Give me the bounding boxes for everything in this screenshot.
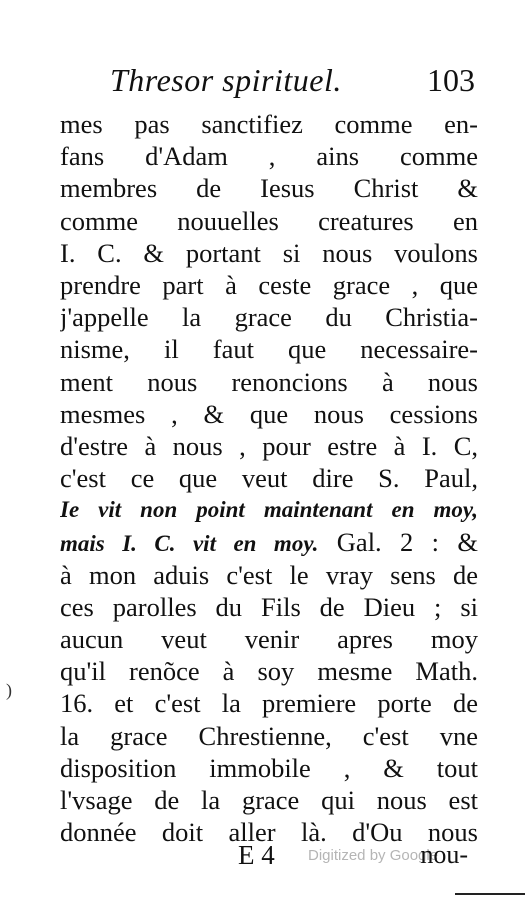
text-line: I. C. & portant si nous voulons bbox=[60, 237, 478, 268]
running-title: Thresor spirituel. bbox=[110, 62, 342, 98]
page-header bbox=[110, 60, 475, 108]
page-footer bbox=[60, 838, 478, 874]
text-line: aucun veut venir apres moy bbox=[60, 624, 478, 654]
text-line: la grace Chrestienne, c'est vne bbox=[60, 720, 478, 751]
margin-edge-mark: ) bbox=[6, 680, 12, 700]
catchword: nou- bbox=[420, 840, 468, 869]
text-line: ces parolles du Fils de Dieu ; si bbox=[60, 591, 478, 622]
text-line: l'vsage de la grace qui nous est bbox=[60, 784, 478, 815]
text-line: prendre part à ceste grace , que bbox=[60, 269, 478, 300]
text-line: qu'il renõce à soy mesme Math. bbox=[60, 656, 478, 687]
text-line: nisme, il faut que necessaire- bbox=[60, 334, 478, 365]
text-line: membres de Iesus Christ & bbox=[60, 173, 478, 204]
text-line: disposition immobile , & tout bbox=[60, 752, 478, 783]
text-line: d'estre à nous , pour estre à I. C, bbox=[60, 430, 478, 461]
citation: Gal. 2 : & bbox=[336, 527, 478, 558]
scripture-quote-line: Ie vit non point maintenant en moy, bbox=[60, 497, 478, 523]
signature-mark: E 4 bbox=[238, 840, 275, 870]
text-line: ment nous renoncions à nous bbox=[60, 366, 478, 397]
body-text bbox=[60, 108, 478, 848]
scripture-quote-line-with-citation bbox=[60, 526, 478, 558]
text-line: à mon aduis c'est le vray sens de bbox=[60, 559, 478, 590]
text-line: mesmes , & que nous cessions bbox=[60, 398, 478, 429]
text-line: mes pas sanctifiez comme en- bbox=[60, 109, 478, 139]
bottom-edge-rule bbox=[455, 893, 525, 895]
digitization-watermark: Digitized by Google bbox=[308, 847, 439, 864]
text-line: comme nouuelles creatures en bbox=[60, 205, 478, 236]
page-number: 103 bbox=[427, 62, 475, 98]
text-line: c'est ce que veut dire S. Paul, bbox=[60, 463, 478, 494]
text-line: j'appelle la grace du Christia- bbox=[60, 302, 478, 333]
text-line: fans d'Adam , ains comme bbox=[60, 141, 478, 172]
text-line: 16. et c'est la premiere porte de bbox=[60, 688, 478, 719]
scripture-quote-end: mais I. C. vit en moy. bbox=[60, 531, 319, 557]
text-line: donnée doit aller là. d'Ou nous bbox=[60, 817, 478, 848]
